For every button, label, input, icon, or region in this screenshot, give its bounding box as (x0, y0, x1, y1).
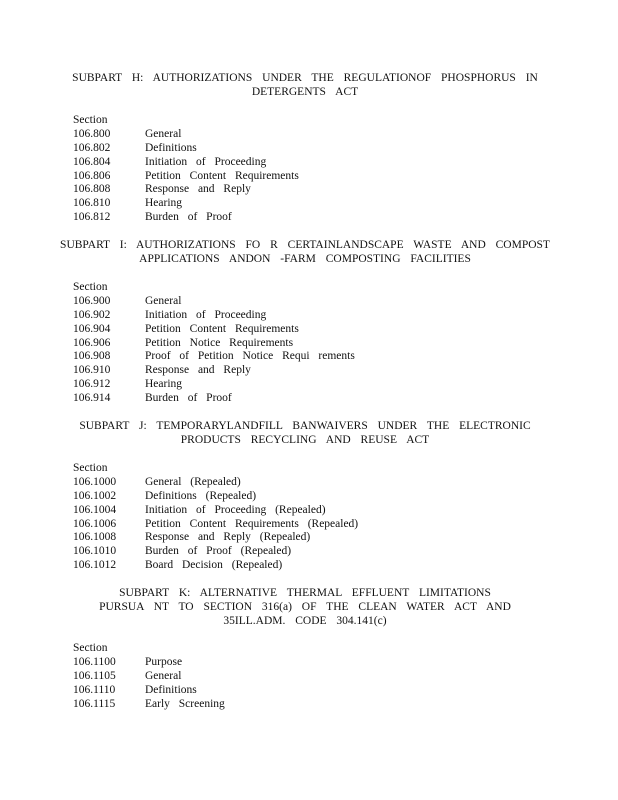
section-title: Definitions (145, 141, 197, 154)
section-title: Petition Content Requirements (145, 169, 299, 182)
section-row (73, 684, 225, 698)
section-number: 106.812 (73, 211, 111, 224)
heading-line: APPLICATIONS ANDON -FARM COMPOSTING FACILITIES (139, 253, 471, 265)
section-row (73, 323, 355, 337)
section-row (73, 531, 358, 545)
section-number: 106.802 (73, 141, 111, 154)
section-label: Section (73, 462, 108, 474)
heading-line: SUBPART J: TEMPORARYLANDFILL BANWAIVERS UNDER THE ELECTRONIC (79, 420, 531, 432)
heading-line: 35ILL.ADM. CODE 304.141(c) (223, 615, 387, 627)
section-title: Burden of Proof (Repealed) (145, 545, 292, 558)
section-title: Board Decision (Repealed) (145, 559, 283, 572)
section-title: Response and Reply (145, 183, 251, 196)
section-number: 106.914 (73, 392, 111, 405)
section-row (73, 392, 355, 406)
section-row (73, 350, 355, 364)
section-number: 106.1115 (73, 697, 116, 710)
section-title: Early Screening (145, 697, 225, 710)
heading-line: PURSUA NT TO SECTION 316(a) OF THE CLEAN WATER ACT AND (99, 601, 511, 613)
section-title: General (145, 669, 182, 682)
subpart-h-heading (60, 71, 550, 99)
section-number: 106.1010 (73, 545, 117, 558)
section-row (73, 490, 358, 504)
section-title: Definitions (Repealed) (145, 489, 257, 502)
section-number: 106.800 (73, 127, 111, 140)
section-number: 106.1008 (73, 531, 117, 544)
subpart-i-sections (73, 281, 355, 406)
section-title: Definitions (145, 683, 197, 696)
section-title: Burden of Proof (145, 211, 232, 224)
section-row (73, 364, 355, 378)
section-row (73, 211, 299, 225)
section-row (73, 295, 355, 309)
section-title: General (Repealed) (145, 475, 241, 488)
section-title: Response and Reply (145, 364, 251, 377)
section-title: General (145, 127, 182, 140)
section-label: Section (73, 642, 108, 654)
subpart-j-heading (60, 419, 550, 447)
section-row (73, 476, 358, 490)
section-title: Purpose (145, 655, 183, 668)
section-title: Initiation of Proceeding (Repealed) (145, 503, 326, 516)
subpart-h-sections (73, 114, 299, 225)
section-row (73, 504, 358, 518)
section-title: Burden of Proof (145, 392, 232, 405)
section-number: 106.908 (73, 350, 111, 363)
section-number: 106.900 (73, 294, 111, 307)
section-number: 106.808 (73, 183, 111, 196)
section-row (73, 142, 299, 156)
section-title: Hearing (145, 197, 183, 210)
section-row (73, 518, 358, 532)
section-title: General (145, 294, 182, 307)
section-row (73, 670, 225, 684)
heading-line: SUBPART K: ALTERNATIVE THERMAL EFFLUENT LIMITATIONS (119, 587, 491, 599)
heading-line: SUBPART I: AUTHORIZATIONS FO R CERTAINLANDSCAPE WASTE AND COMPOST (60, 239, 550, 251)
section-number: 106.906 (73, 336, 111, 349)
section-number: 106.804 (73, 155, 111, 168)
section-title: Initiation of Proceeding (145, 308, 267, 321)
section-number: 106.1012 (73, 559, 117, 572)
section-title: Initiation of Proceeding (145, 155, 267, 168)
section-row (73, 156, 299, 170)
section-label: Section (73, 281, 108, 293)
section-number: 106.1006 (73, 517, 117, 530)
section-number: 106.1002 (73, 489, 117, 502)
subpart-i-heading (55, 238, 555, 266)
section-row (73, 128, 299, 142)
section-number: 106.1110 (73, 683, 116, 696)
section-number: 106.1000 (73, 475, 117, 488)
section-number: 106.1105 (73, 669, 116, 682)
section-row (73, 378, 355, 392)
section-number: 106.902 (73, 308, 111, 321)
section-row (73, 656, 225, 670)
subpart-j-sections (73, 462, 358, 573)
section-label: Section (73, 114, 108, 126)
section-row (73, 197, 299, 211)
section-row (73, 545, 358, 559)
section-number: 106.912 (73, 378, 111, 391)
subpart-k-sections (73, 642, 225, 711)
heading-line: PRODUCTS RECYCLING AND REUSE ACT (180, 434, 430, 446)
section-number: 106.904 (73, 322, 111, 335)
section-number: 106.1004 (73, 503, 117, 516)
heading-line: DETERGENTS ACT (251, 86, 359, 98)
section-number: 106.1100 (73, 655, 116, 668)
section-title: Petition Notice Requirements (145, 336, 294, 349)
section-title: Hearing (145, 378, 183, 391)
section-title: Response and Reply (Repealed) (145, 531, 311, 544)
section-number: 106.806 (73, 169, 111, 182)
subpart-k-heading (90, 586, 520, 628)
section-title: Petition Content Requirements (Repealed) (145, 517, 359, 530)
section-row (73, 698, 225, 712)
section-row (73, 559, 358, 573)
section-number: 106.810 (73, 197, 111, 210)
section-row (73, 337, 355, 351)
section-title: Proof of Petition Notice Requi rements (145, 350, 355, 363)
section-row (73, 183, 299, 197)
section-row (73, 309, 355, 323)
section-row (73, 170, 299, 184)
heading-line: SUBPART H: AUTHORIZATIONS UNDER THE REGULATIONOF PHOSPHORUS IN (72, 72, 538, 84)
section-number: 106.910 (73, 364, 111, 377)
section-title: Petition Content Requirements (145, 322, 299, 335)
